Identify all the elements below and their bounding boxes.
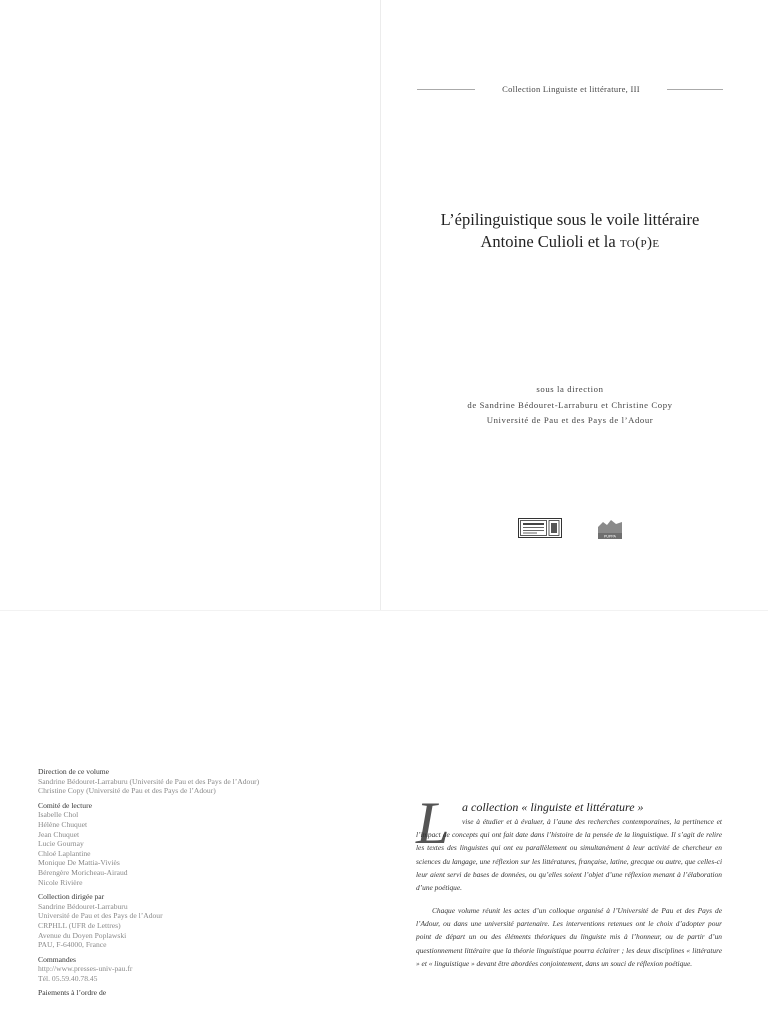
- credits-line: Jean Chuquet: [38, 829, 80, 839]
- credits-line: Tél. 05.59.40.78.45: [38, 973, 98, 983]
- title-tope: to(p)e: [619, 235, 660, 251]
- collection-header: [417, 84, 723, 96]
- direction-line-1: sous la direction: [536, 384, 604, 394]
- credits-line: Isabelle Chol: [38, 810, 79, 820]
- blurb-title: a collection « linguiste et littérature »: [462, 800, 644, 814]
- credits-line: Christine Copy (Université de Pau et des Pays de l’Adour): [38, 786, 216, 796]
- blurb-paragraph-1: vise à étudier et à évaluer, à l’aune des recherches contemporaines, la pertinence et l’impact de concepts qui ont fait date dans l’histoire de la pensée de la linguistique. Il s’agit de relire les textes des linguistes qui ont eu parallèlement ou simultanément à leur activité de chercheur en sciences du langage, une réflexion sur les littératures, française, latine, grecque ou autre, que celles-ci leur aient servi de bases de données, ou qu’elles soient l’objet d’une réflexion menant à l’élaboration d’une poétique.: [416, 817, 722, 893]
- credits-heading-collection: Collection dirigée par: [38, 892, 105, 902]
- credits-line: CRPHLL (UFR de Lettres): [38, 920, 121, 930]
- credits-line: PAU, F-64000, France: [38, 940, 107, 950]
- credits-line: Sandrine Bédouret-Larraburu: [38, 901, 128, 911]
- book-title: [400, 209, 740, 254]
- blurb-paragraph-2: Chaque volume réunit les actes d’un colloque organisé à l’Université de Pau et des Pays de l’Adour, ou dans une université partenaire. Les interventions retenues ont le choix d’adopter pour point de départ un ou des éléments théoriques du linguiste mis à l’honneur, ou de partir d’un questionnement littéraire que la théorie linguistique pourra éclairer ; les deux disciplines « littérature » et « linguistique » devant être abordées conjointement, dans un souci de réflexion poétique.: [416, 906, 722, 968]
- credits-line: Sandrine Bédouret-Larraburu (Université de Pau et des Pays de l’Adour): [38, 776, 260, 786]
- header-rule-left: [417, 89, 475, 90]
- title-line-2-prefix: Antoine Culioli et la: [480, 232, 620, 251]
- credits-line: Chloé Laplantine: [38, 848, 91, 858]
- credits-heading-volume: Direction de ce volume: [38, 767, 110, 776]
- drop-cap: L: [416, 790, 450, 856]
- credits-line: Lucie Gournay: [38, 839, 84, 849]
- credits-heading-paiements: Paiements à l’ordre de: [38, 988, 107, 998]
- title-line-2: [400, 231, 740, 254]
- credits-line: Hélène Chuquet: [38, 819, 88, 829]
- page-edge: [0, 610, 768, 611]
- direction-line-2: de Sandrine Bédouret-Larraburu et Christine Copy: [467, 399, 673, 410]
- editors-block: [400, 382, 740, 429]
- credits-block: [38, 767, 308, 998]
- collection-header-text: Collection Linguiste et littérature, III: [502, 84, 640, 94]
- credits-line: Monique De Mattia-Viviès: [38, 858, 120, 868]
- credits-link: http://www.presses-univ-pau.fr: [38, 964, 133, 974]
- puppa-logo: [598, 519, 622, 539]
- title-line-1: L’épilinguistique sous le voile littéraire: [440, 210, 700, 229]
- credits-heading-commandes: Commandes: [38, 954, 76, 964]
- credits-line: Nicole Rivière: [38, 877, 83, 887]
- credits-line: Avenue du Doyen Poplawski: [38, 930, 127, 940]
- puppa-logo-text: PUPPA: [604, 534, 616, 539]
- header-rule-right: [667, 89, 723, 90]
- credits-line: Université de Pau et des Pays de l’Adour: [38, 911, 163, 921]
- page-fold: [380, 0, 381, 610]
- direction-line-3: Université de Pau et des Pays de l’Adour: [486, 415, 654, 425]
- publisher-logo: [518, 518, 562, 538]
- credits-line: Bérengère Moricheau-Airaud: [38, 867, 128, 877]
- credits-heading-comite: Comité de lecture: [38, 800, 92, 810]
